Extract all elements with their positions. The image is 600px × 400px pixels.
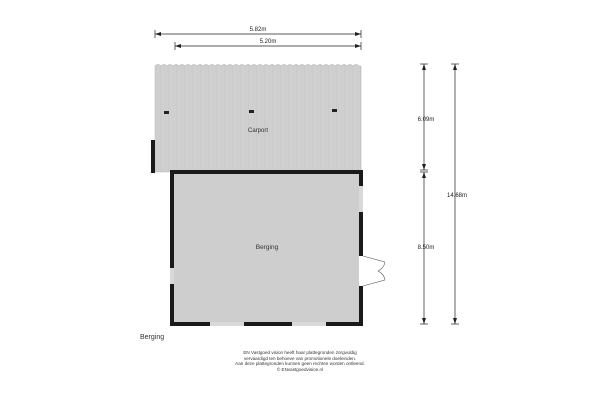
dimension-inner-width: [175, 39, 361, 50]
berging-room: [170, 170, 385, 326]
door-opening: [359, 256, 363, 286]
dimension-total-width: [155, 27, 361, 38]
carport-wall-stub: [151, 140, 155, 173]
disclaimer: [150, 350, 450, 372]
dimension-carport-depth-label: 6.09m: [417, 117, 435, 123]
disclaimer-line: vervaardigd ten behoeve van promotionele doeleinden.: [243, 355, 357, 361]
plan-title: Berging: [140, 334, 165, 341]
copyright-line: © ENvastgoedvision.nl: [276, 366, 324, 372]
disclaimer-line: EN Vastgoed vision heeft haar plattegronden zorgvuldig: [243, 350, 357, 355]
double-door: [363, 256, 385, 286]
dimension-total-depth-label: 14.68m: [446, 193, 468, 199]
window-left: [170, 268, 174, 284]
dimension-total-depth: [447, 64, 467, 324]
window-bottom-left: [210, 322, 244, 326]
window-top-right: [359, 186, 363, 212]
dimension-berging-depth: [418, 172, 435, 324]
roof-fixture-right: [332, 109, 337, 112]
dimension-carport-depth: [418, 64, 435, 170]
disclaimer-line: Aan deze plattegronden kunnen geen rechten worden ontleend.: [235, 361, 365, 367]
dimension-inner-width-label: 5.20m: [259, 39, 277, 45]
roof-fixture-middle: [249, 110, 254, 113]
roof-fixture-left: [164, 111, 169, 114]
dimension-berging-depth-label: 8.50m: [417, 245, 435, 251]
berging-label: Berging: [255, 244, 279, 251]
dimension-total-width-label: 5.82m: [249, 27, 267, 33]
carport-roof: [155, 65, 361, 173]
carport-label: Carport: [247, 128, 269, 134]
window-bottom-right: [292, 322, 326, 326]
